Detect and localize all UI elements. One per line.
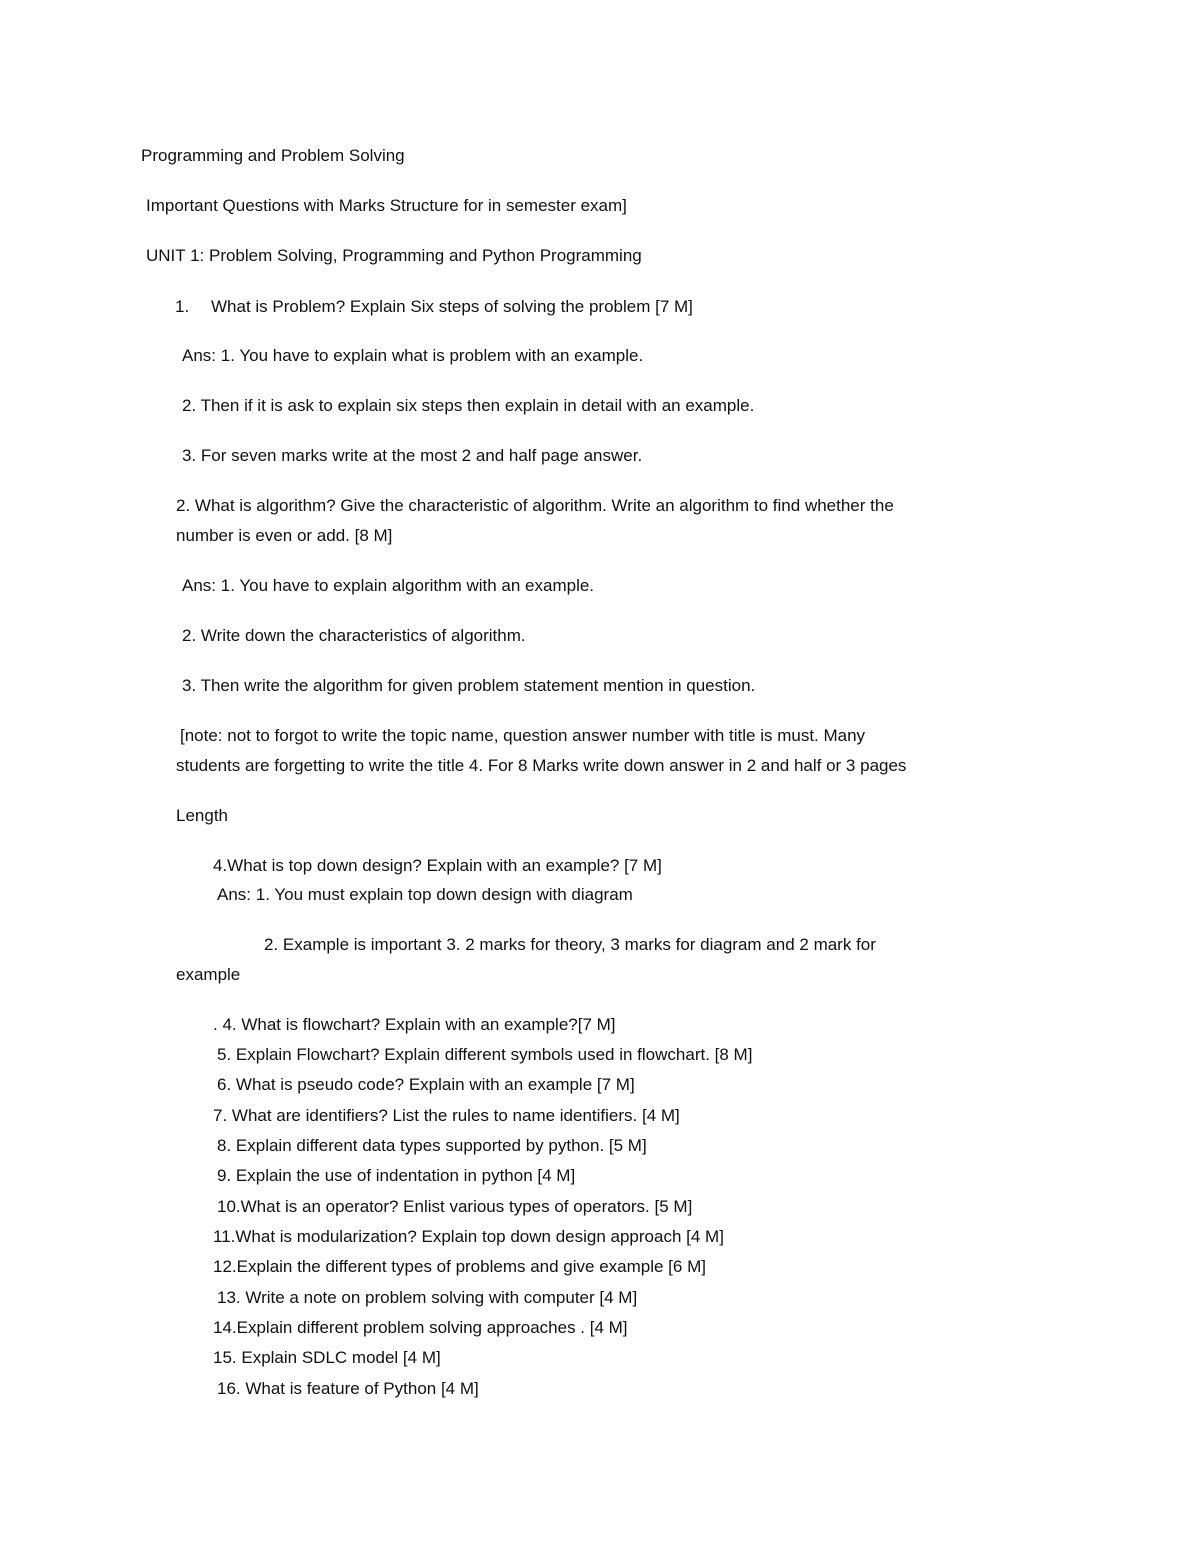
note-line-1: [note: not to forgot to write the topic name, question answer number with title is must. Many: [180, 726, 866, 745]
question-4-answer-2-line-2: example: [176, 965, 241, 984]
question-2-line-1: 2. What is algorithm? Give the characteristic of algorithm. Write an algorithm to find whether the: [176, 496, 894, 515]
list-item-q16: 16. What is feature of Python [4 M]: [217, 1379, 479, 1398]
question-4-text: 4.What is top down design? Explain with an example? [7 M]: [213, 856, 662, 875]
list-item-q11: 11.What is modularization? Explain top down design approach [4 M]: [213, 1227, 724, 1246]
question-2-answer-2: 2. Write down the characteristics of algorithm.: [182, 626, 526, 645]
list-item-q9: 9. Explain the use of indentation in python [4 M]: [217, 1166, 576, 1185]
list-item-q5: 5. Explain Flowchart? Explain different symbols used in flowchart. [8 M]: [217, 1045, 753, 1064]
question-2-line-2: number is even or add. [8 M]: [176, 526, 393, 545]
question-1-text: What is Problem? Explain Six steps of solving the problem [7 M]: [211, 297, 693, 316]
list-item-q14: 14.Explain different problem solving approaches . [4 M]: [213, 1318, 628, 1337]
unit-heading: UNIT 1: Problem Solving, Programming and Python Programming: [146, 246, 642, 265]
list-item-q6: 6. What is pseudo code? Explain with an example [7 M]: [217, 1075, 635, 1094]
document-title: Programming and Problem Solving: [141, 146, 405, 165]
note-line-2: students are forgetting to write the title 4. For 8 Marks write down answer in 2 and half or 3 pages: [176, 756, 907, 775]
question-1-answer-2: 2. Then if it is ask to explain six steps then explain in detail with an example.: [182, 396, 755, 415]
list-item-q8: 8. Explain different data types supported by python. [5 M]: [217, 1136, 647, 1155]
document-subtitle: Important Questions with Marks Structure for in semester exam]: [146, 196, 627, 215]
list-item-q10: 10.What is an operator? Enlist various types of operators. [5 M]: [217, 1197, 693, 1216]
question-4-answer: Ans: 1. You must explain top down design with diagram: [217, 885, 633, 904]
question-4-answer-2-line-1: 2. Example is important 3. 2 marks for theory, 3 marks for diagram and 2 mark for: [264, 935, 876, 954]
question-2-answer-3: 3. Then write the algorithm for given problem statement mention in question.: [182, 676, 756, 695]
list-item-q12: 12.Explain the different types of problems and give example [6 M]: [213, 1257, 706, 1276]
question-1: [175, 296, 693, 318]
note-line-3: Length: [176, 806, 228, 825]
list-item-q15: 15. Explain SDLC model [4 M]: [213, 1348, 441, 1367]
question-1-number: 1.: [175, 297, 190, 316]
question-1-answer-3: 3. For seven marks write at the most 2 and half page answer.: [182, 446, 643, 465]
question-2-answer-1: Ans: 1. You have to explain algorithm with an example.: [182, 576, 595, 595]
list-item-q7: 7. What are identifiers? List the rules to name identifiers. [4 M]: [213, 1106, 680, 1125]
list-item-q4-flowchart: . 4. What is flowchart? Explain with an example?[7 M]: [213, 1015, 616, 1034]
question-1-answer-1: Ans: 1. You have to explain what is problem with an example.: [182, 346, 644, 365]
list-item-q13: 13. Write a note on problem solving with computer [4 M]: [217, 1288, 638, 1307]
